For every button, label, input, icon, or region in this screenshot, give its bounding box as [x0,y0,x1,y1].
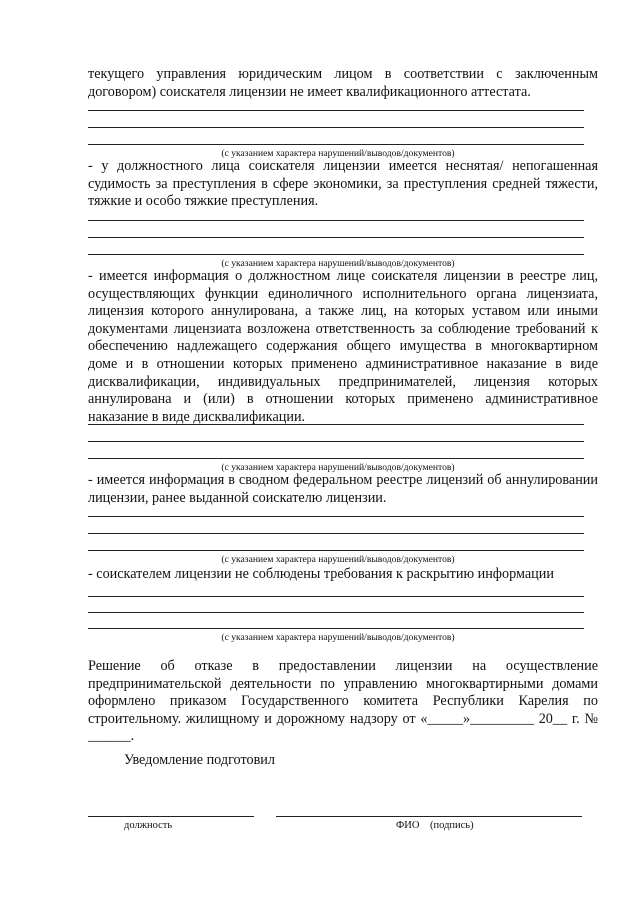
blank-line [88,596,584,597]
blank-line [88,628,584,629]
blank-line [88,144,584,145]
blank-line [88,612,584,613]
blank-line [88,237,584,238]
blank-line [88,516,584,517]
blank-line [88,127,584,128]
blank-line [88,441,584,442]
paragraph-disqualification-registry: - имеется информация о должностном лице соискателя лицензии в реестре лиц, осуществляющих функции единоличного исполнительного органа лицензиата, лицензия которого аннулирована, а также лиц, на которых уставом или иными документами лицензиата возложена ответственность за соблюдение требований к обеспечению надлежащего содержания общего имущества в многоквартирном доме и в отношении которых применено административное наказание в виде дисквалификации, индивидуальных предпринимателей, лицензия которых аннулирована и (или) в отношении которых применено административное наказание в виде дисквалификации. [88,268,598,425]
caption: (с указанием характера нарушений/выводов/документов) [221,632,455,643]
position-label: должность [124,820,173,831]
fio-label: ФИО [396,820,420,831]
blank-line [88,550,584,551]
name-signature-line [276,816,582,817]
signature-label: (подпись) [430,820,474,831]
paragraph-license-annulment: - имеется информация в сводном федеральном реестре лицензий об аннулировании лицензии, ранее выданной соискателю лицензии. [88,472,598,506]
blank-line [88,424,584,425]
paragraph-decision: Решение об отказе в предоставлении лицензии на осуществление предпринимательской деятельности по управлению многоквартирными домами оформлено приказом Государственного комитета Республики Карелия по строительному. жилищному и дорожному надзору от «_____»_________ 20__ г. № ______. [88,658,598,745]
blank-line [88,458,584,459]
paragraph-criminal-record: - у должностного лица соискателя лицензии имеется неснятая/ непогашенная судимость за преступления в сфере экономики, за преступления средней тяжести, тяжкие и особо тяжкие преступления. [88,158,598,210]
caption: (с указанием характера нарушений/выводов/документов) [221,462,455,473]
blank-line [88,110,584,111]
position-signature-line [88,816,254,817]
paragraph-qualification: текущего управления юридическим лицом в соответствии с заключенным договором) соискателя лицензии не имеет квалификационного аттестата. [88,66,598,100]
blank-line [88,533,584,534]
blank-line [88,220,584,221]
caption: (с указанием характера нарушений/выводов/документов) [221,148,455,159]
prepared-by-label: Уведомление подготовил [124,752,275,768]
caption: (с указанием характера нарушений/выводов/документов) [221,258,455,269]
blank-line [88,254,584,255]
paragraph-information-disclosure: - соискателем лицензии не соблюдены требования к раскрытию информации [88,566,554,582]
caption: (с указанием характера нарушений/выводов/документов) [221,554,455,565]
